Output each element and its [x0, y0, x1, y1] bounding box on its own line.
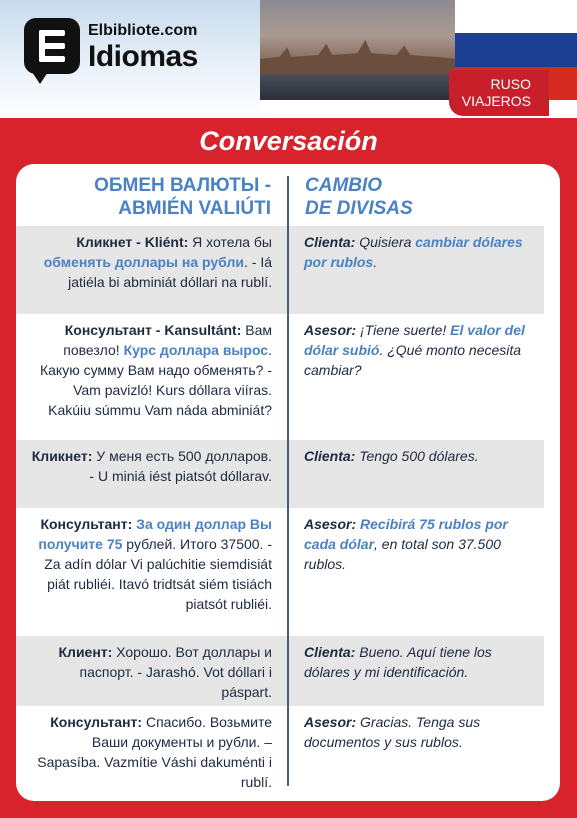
spanish-line: Clienta: Tengo 500 dólares.: [304, 448, 479, 464]
spanish-line: Asesor: Gracias. Tenga sus documentos y sus rublos.: [304, 714, 481, 750]
spanish-line: Asesor: Recibirá 75 rublos por cada dólar, en total son 37.500 rublos.: [304, 516, 508, 572]
dialogue-row: [16, 636, 544, 706]
spanish-line: Asesor: ¡Tiene suerte! El valor del dólar subió. ¿Qué monto necesita cambiar?: [304, 322, 525, 378]
column-header-spanish: CAMBIO DE DIVISAS: [305, 175, 413, 219]
russian-line: Консультант - Kansultánt: Вам повезло! Курс доллара вырос. Какую сумму Вам надо обменять? - Vam pavizló! Kurs dóllara viíras. Kakúiu súmmu Vam náda abminiát?: [39, 322, 272, 418]
brand-site[interactable]: Elbibliote.com: [88, 22, 198, 39]
conversation-card: [16, 164, 560, 801]
russian-line: Консультант: За один доллар Вы получите 75 рублей. Итого 37500. - Za adín dólar Vi palúchitie siemdisiát piát rubliéi. Itavó tridtsát siém tisiách piatsót rubliéi.: [38, 516, 272, 612]
logo-panel: [0, 0, 260, 118]
russian-line: Консультант: Спасибо. Возьмите Ваши документы и рубли. – Sapasíba. Vazmítie Váshi dakuménti i rublí.: [37, 714, 272, 790]
dialogue-row: [16, 226, 544, 314]
column-header-russian: ОБМЕН ВАЛЮТЫ - ABMIÉN VALIÚTI: [94, 175, 271, 219]
kremlin-river-photo: [260, 0, 455, 100]
header: [0, 0, 577, 118]
page-title: Conversación: [199, 125, 378, 156]
dialogue-row: [16, 508, 544, 636]
russian-line: Клиент: Хорошо. Вот доллары и паспорт. - Jarashó. Vot dóllari i páspart.: [58, 644, 272, 700]
dialogue-row: [16, 314, 544, 438]
russian-line: Кликнет: У меня есть 500 долларов. - U miniá iést piatsót dóllarav.: [31, 448, 272, 484]
column-divider: [287, 176, 289, 786]
letter-e-chat-icon[interactable]: [24, 18, 80, 74]
dialogue-row: [16, 440, 544, 508]
category-badge: [449, 70, 549, 116]
badge-language: RUSO: [490, 76, 531, 92]
brand-name[interactable]: Idiomas: [88, 40, 198, 73]
spanish-line: Clienta: Quisiera cambiar dólares por rublos.: [304, 234, 523, 270]
russian-line: Кликнет - Kliént: Я хотела бы обменять доллары на рубли. - Iá jatiéla bi abminiát dóllari na rublí.: [43, 234, 272, 290]
badge-category: VIAJEROS: [461, 93, 531, 109]
spanish-line: Clienta: Bueno. Aquí tiene los dólares y mi identificación.: [304, 644, 492, 680]
dialogue-row: [16, 706, 544, 796]
